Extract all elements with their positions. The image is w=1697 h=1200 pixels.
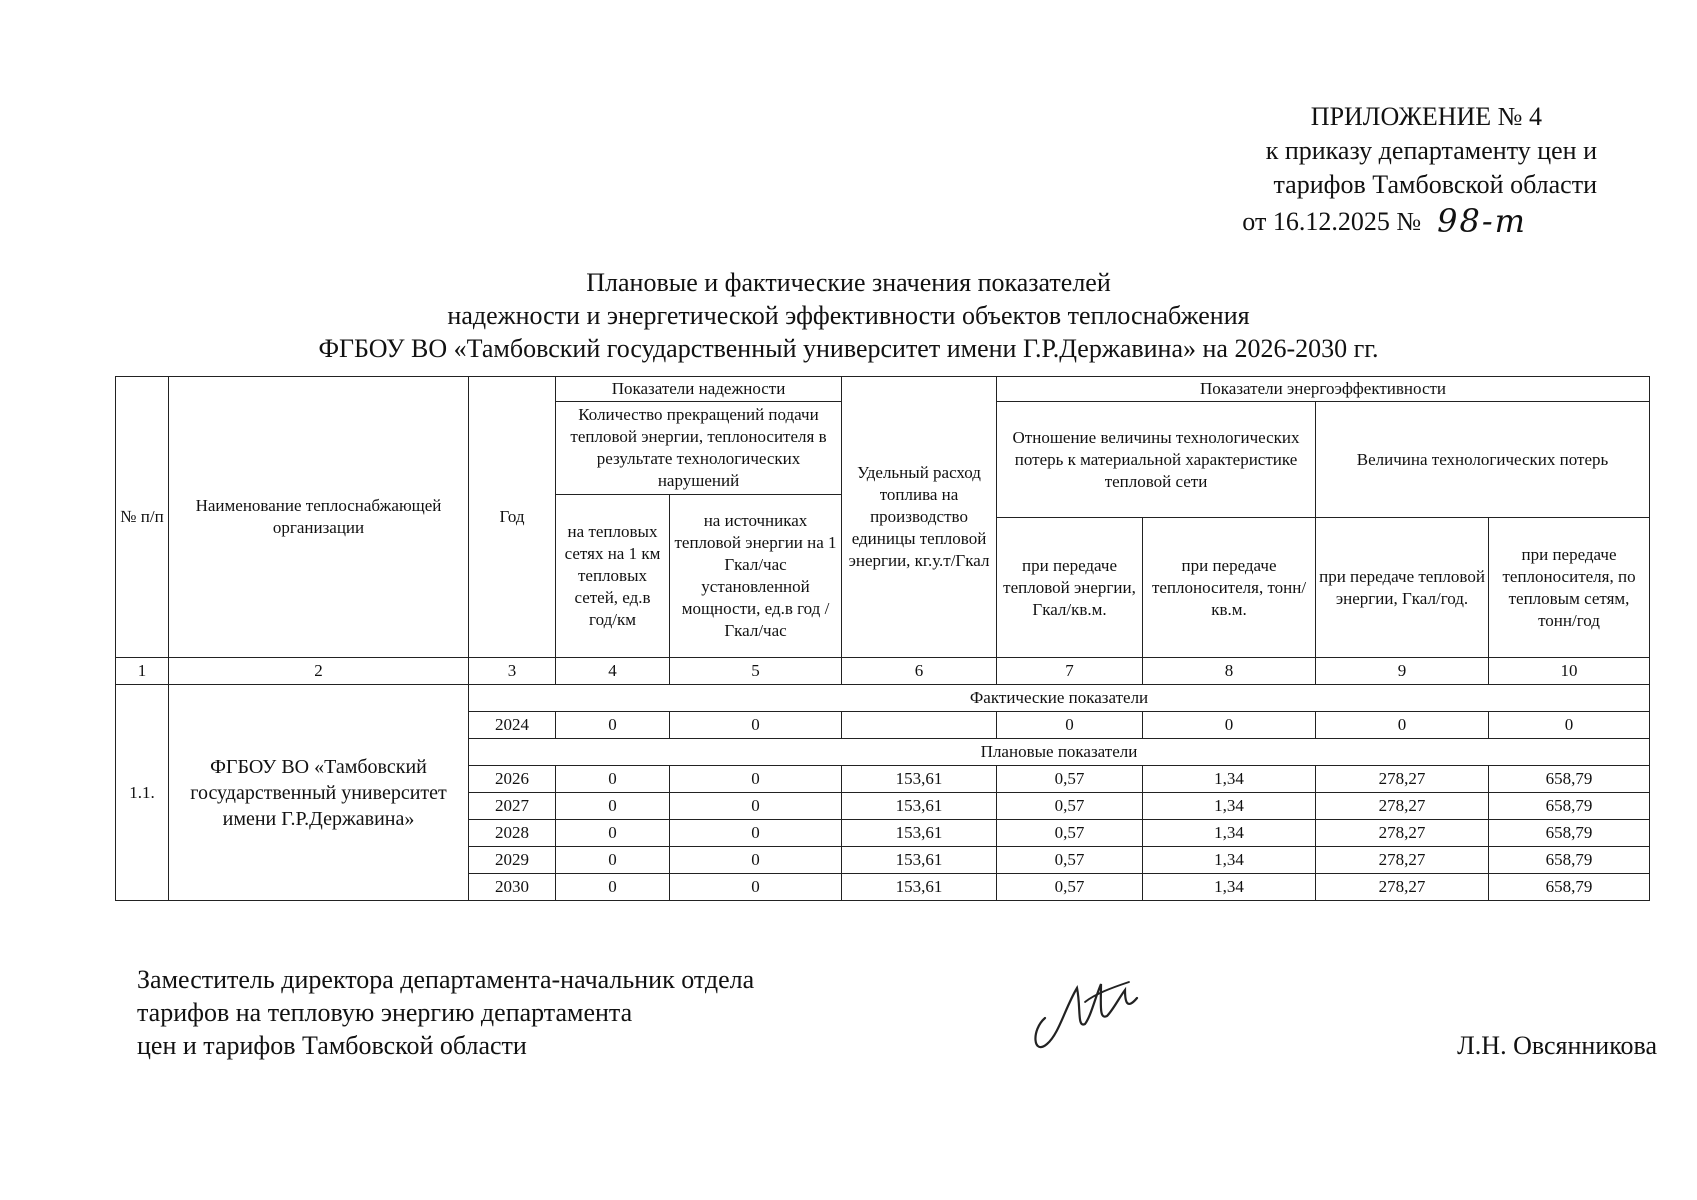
cell-value: 278,27 [1316, 793, 1489, 820]
cell-year: 2027 [469, 793, 556, 820]
cell-value: 0 [997, 712, 1143, 739]
cell-value: 1,34 [1143, 793, 1316, 820]
document-title [0, 266, 1697, 365]
appendix-date: от 16.12.2025 № [1242, 207, 1422, 236]
row-number: 1.1. [116, 685, 169, 901]
cell-value: 658,79 [1489, 766, 1650, 793]
cell-value: 658,79 [1489, 847, 1650, 874]
cell-value: 1,34 [1143, 847, 1316, 874]
cell-value: 0 [670, 766, 842, 793]
cell-value: 0 [1143, 712, 1316, 739]
header-value-carrier: при передаче теплоносителя, по тепловым сетям, тонн/год [1489, 518, 1650, 658]
colnum-1: 1 [116, 658, 169, 685]
appendix-department: тарифов Тамбовской области [1273, 170, 1597, 199]
header-interruptions: Количество прекращений подачи тепловой энергии, теплоносителя в результате технологических нарушений [556, 402, 842, 495]
signer-block [137, 963, 754, 1062]
cell-year: 2029 [469, 847, 556, 874]
colnum-7: 7 [997, 658, 1143, 685]
colnum-4: 4 [556, 658, 670, 685]
cell-value [842, 712, 997, 739]
cell-value: 0 [1489, 712, 1650, 739]
colnum-8: 8 [1143, 658, 1316, 685]
cell-value: 1,34 [1143, 874, 1316, 901]
appendix-title: ПРИЛОЖЕНИЕ № 4 [1310, 102, 1542, 131]
cell-value: 0 [556, 712, 670, 739]
cell-value: 278,27 [1316, 847, 1489, 874]
title-line-3: ФГБОУ ВО «Тамбовский государственный университет имени Г.Р.Державина» на 2026-2030 гг. [318, 334, 1379, 363]
header-on-sources: на источниках тепловой энергии на 1 Гкал/час установленной мощности, ед.в год /Гкал/час [670, 495, 842, 658]
header-on-networks: на тепловых сетях на 1 км тепловых сетей, ед.в год/км [556, 495, 670, 658]
header-loss-ratio: Отношение величины технологических потерь к материальной характеристике тепловой сети [997, 402, 1316, 518]
appendix-date-number [1242, 202, 1527, 239]
cell-year: 2028 [469, 820, 556, 847]
appendix-block [1242, 100, 1597, 239]
handwritten-order-number: 98-т [1437, 202, 1527, 240]
title-line-1: Плановые и фактические значения показателей [586, 268, 1111, 297]
cell-value: 0 [556, 874, 670, 901]
cell-year: 2026 [469, 766, 556, 793]
cell-value: 0 [670, 793, 842, 820]
column-number-row [116, 658, 1650, 685]
handwritten-signature [1025, 958, 1155, 1058]
section-actual: Фактические показатели [469, 685, 1650, 712]
cell-value: 153,61 [842, 766, 997, 793]
cell-year: 2024 [469, 712, 556, 739]
cell-value: 0 [556, 820, 670, 847]
cell-value: 0 [556, 793, 670, 820]
cell-value: 1,34 [1143, 766, 1316, 793]
cell-value: 153,61 [842, 874, 997, 901]
cell-value: 0,57 [997, 820, 1143, 847]
header-efficiency-group: Показатели энергоэффективности [997, 377, 1650, 402]
colnum-10: 10 [1489, 658, 1650, 685]
cell-value: 0 [556, 766, 670, 793]
colnum-3: 3 [469, 658, 556, 685]
title-line-2: надежности и энергетической эффективности объектов теплоснабжения [447, 301, 1250, 330]
cell-value: 278,27 [1316, 820, 1489, 847]
cell-value: 658,79 [1489, 874, 1650, 901]
cell-value: 658,79 [1489, 820, 1650, 847]
signer-name: Л.Н. Овсянникова [1457, 1031, 1657, 1060]
cell-value: 0 [556, 847, 670, 874]
cell-value: 153,61 [842, 847, 997, 874]
cell-year: 2030 [469, 874, 556, 901]
indicators-table [115, 376, 1650, 901]
cell-value: 0,57 [997, 793, 1143, 820]
header-ratio-heat: при передаче тепловой энергии, Гкал/кв.м. [997, 518, 1143, 658]
section-planned: Плановые показатели [469, 739, 1650, 766]
cell-value: 278,27 [1316, 874, 1489, 901]
cell-value: 0 [670, 820, 842, 847]
cell-value: 0 [1316, 712, 1489, 739]
header-fuel-rate: Удельный расход топлива на производство единицы тепловой энергии, кг.у.т/Гкал [842, 377, 997, 658]
cell-value: 0,57 [997, 766, 1143, 793]
signer-position-line-1: Заместитель директора департамента-начальник отдела [137, 965, 755, 994]
cell-value: 1,34 [1143, 820, 1316, 847]
signer-position-line-2: тарифов на тепловую энергию департамента [137, 998, 633, 1027]
cell-value: 153,61 [842, 793, 997, 820]
header-loss-value: Величина технологических потерь [1316, 402, 1650, 518]
header-ratio-carrier: при передаче теплоносителя, тонн/кв.м. [1143, 518, 1316, 658]
signer-position-line-3: цен и тарифов Тамбовской области [137, 1031, 527, 1060]
cell-value: 0,57 [997, 847, 1143, 874]
cell-value: 153,61 [842, 820, 997, 847]
header-reliability-group: Показатели надежности [556, 377, 842, 402]
cell-value: 0,57 [997, 874, 1143, 901]
header-org: Наименование теплоснабжающей организации [169, 377, 469, 658]
appendix-order-ref: к приказу департаменту цен и [1265, 136, 1597, 165]
cell-value: 278,27 [1316, 766, 1489, 793]
cell-value: 0 [670, 874, 842, 901]
colnum-9: 9 [1316, 658, 1489, 685]
colnum-6: 6 [842, 658, 997, 685]
org-name: ФГБОУ ВО «Тамбовский государственный университет имени Г.Р.Державина» [169, 685, 469, 901]
header-year: Год [469, 377, 556, 658]
colnum-5: 5 [670, 658, 842, 685]
cell-value: 0 [670, 847, 842, 874]
cell-value: 658,79 [1489, 793, 1650, 820]
cell-value: 0 [670, 712, 842, 739]
header-value-heat: при передаче тепловой энергии, Гкал/год. [1316, 518, 1489, 658]
header-num: № п/п [116, 377, 169, 658]
colnum-2: 2 [169, 658, 469, 685]
